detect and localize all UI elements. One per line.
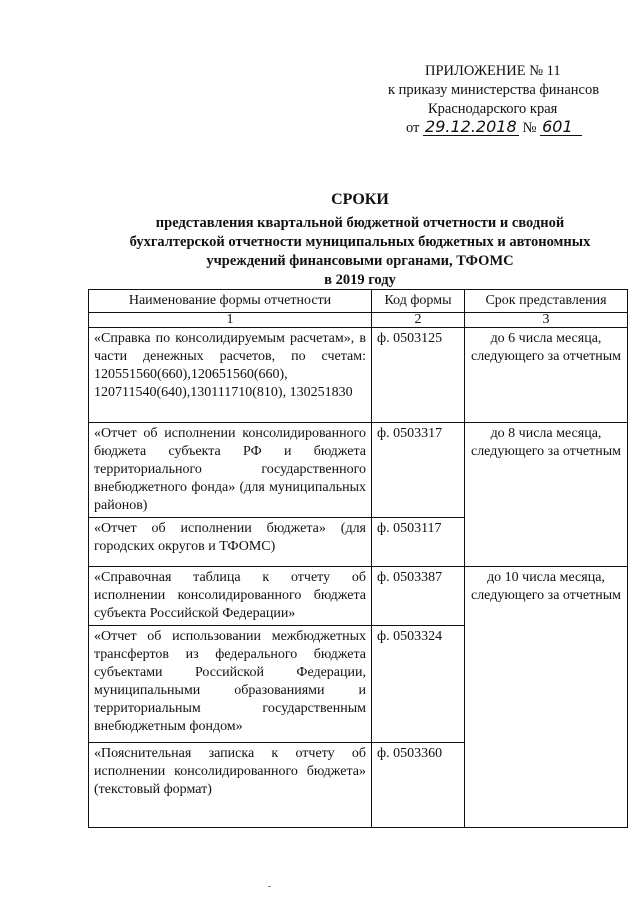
form-code: ф. 0503324 [372,626,465,743]
handwritten-date: 29.12.2018 [423,119,519,136]
appendix-region: Краснодарского края [428,101,558,117]
header-form-name: Наименование формы отчетности [89,290,372,313]
table-header-row [89,290,628,313]
appendix-header [370,62,635,138]
form-name: «Отчет об исполнении консолидированного бюджета субъекта РФ и бюджета территориального государственного внебюджетного фонда» (для муниципальных районов) [89,423,372,518]
appendix-order-ref: к приказу министерства финансов [388,82,600,98]
column-number: 2 [372,313,465,328]
title-main: СРОКИ [331,191,389,208]
form-name: «Справочная таблица к отчету об исполнении консолидированного бюджета субъекта Российской Федерации» [89,567,372,626]
scan-speck [268,886,271,887]
column-number: 1 [89,313,372,328]
deadlines-table [88,289,628,828]
form-name: «Отчет об исполнении бюджета» (для городских округов и ТФОМС) [89,518,372,567]
date-prefix: от [406,120,420,136]
table-row [89,423,628,518]
form-code: ф. 0503117 [372,518,465,567]
document-title [90,190,630,290]
deadline: до 8 числа месяца, следующего за отчетным [465,423,628,567]
form-name: «Справка по консолидируемым расчетам», в части денежных расчетов, по счетам: 120551560(660),120651560(660), 120711540(640),130111710(810), 130251830 [89,328,372,423]
appendix-number: ПРИЛОЖЕНИЕ № 11 [425,63,561,79]
form-code: ф. 0503387 [372,567,465,626]
handwritten-number: 601 [540,119,582,136]
form-code: ф. 0503360 [372,743,465,828]
title-line-4: в 2019 году [324,272,396,288]
form-name: «Отчет об использовании межбюджетных трансфертов из федерального бюджета субъектами Российской Федерации, муниципальными образованиями и территориальным государственным внебюджетным фондом» [89,626,372,743]
form-name: «Пояснительная записка к отчету об исполнении консолидированного бюджета» (текстовый формат) [89,743,372,828]
form-code: ф. 0503317 [372,423,465,518]
column-number-row [89,313,628,328]
title-line-3: учреждений финансовыми органами, ТФОМС [206,253,514,269]
deadline: до 10 числа месяца, следующего за отчетным [465,567,628,828]
title-line-2: бухгалтерской отчетности муниципальных бюджетных и автономных [129,234,591,250]
deadline: до 6 числа месяца, следующего за отчетным [465,328,628,423]
title-line-1: представления квартальной бюджетной отчетности и сводной [155,215,565,231]
header-form-code: Код формы [372,290,465,313]
column-number: 3 [465,313,628,328]
table-row [89,328,628,423]
form-code: ф. 0503125 [372,328,465,423]
header-deadline: Срок представления [465,290,628,313]
appendix-date-line [370,119,635,138]
table-row [89,567,628,626]
number-prefix: № [522,120,537,136]
